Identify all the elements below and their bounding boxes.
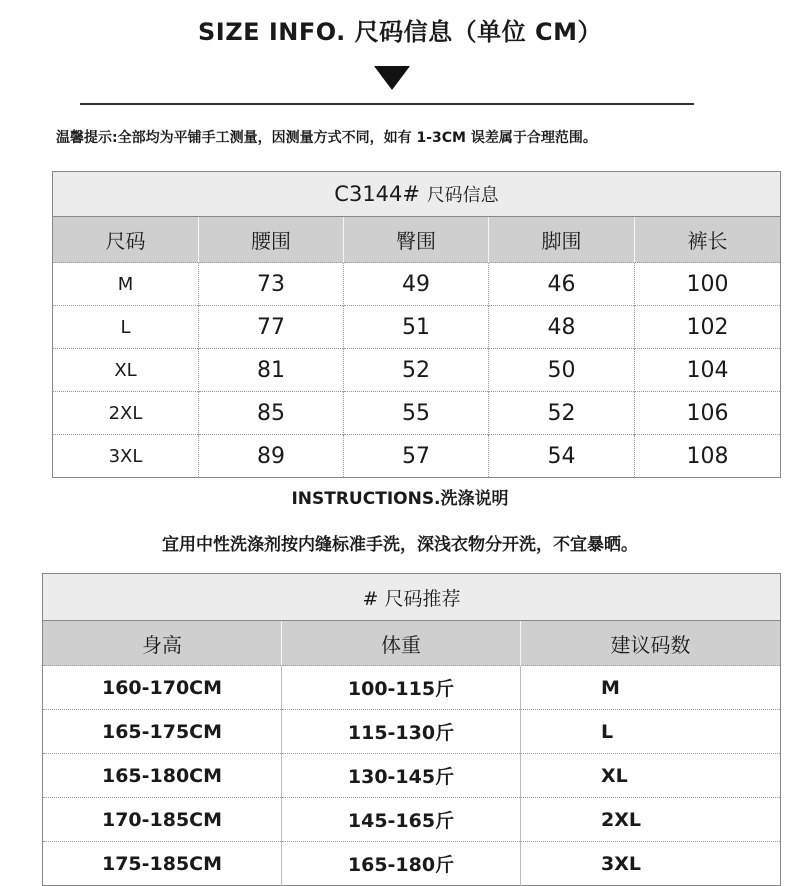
instructions-title: INSTRUCTIONS.洗涤说明	[291, 489, 509, 509]
table-row	[53, 435, 781, 478]
size-cell: L	[53, 306, 199, 349]
size-table-caption	[53, 172, 781, 217]
height-cell: 175-185CM	[43, 842, 282, 886]
height-cell: 170-185CM	[43, 798, 282, 842]
length-cell: 104	[635, 349, 781, 392]
waist-cell: 81	[199, 349, 344, 392]
recommended-size-cell: L	[521, 710, 781, 754]
hem-cell: 50	[489, 349, 635, 392]
recommendation-caption: # 尺码推荐	[43, 574, 781, 621]
length-cell: 100	[635, 263, 781, 306]
waist-cell: 89	[199, 435, 344, 478]
recommendation-header-row	[43, 621, 781, 666]
table-row	[53, 306, 781, 349]
table-row	[53, 349, 781, 392]
hip-cell: 55	[344, 392, 489, 435]
recommended-size-cell: 2XL	[521, 798, 781, 842]
table-row	[43, 842, 781, 886]
length-cell: 106	[635, 392, 781, 435]
product-code: C3144#	[334, 182, 420, 206]
hip-cell: 57	[344, 435, 489, 478]
column-header: 尺码	[53, 217, 199, 263]
length-cell: 102	[635, 306, 781, 349]
table-row	[43, 710, 781, 754]
hem-cell: 48	[489, 306, 635, 349]
size-table	[52, 171, 781, 478]
down-arrow-icon	[374, 66, 410, 90]
height-cell: 165-175CM	[43, 710, 282, 754]
recommended-size-cell: 3XL	[521, 842, 781, 886]
table-row	[43, 666, 781, 710]
waist-cell: 73	[199, 263, 344, 306]
table-row	[53, 392, 781, 435]
table-row	[53, 263, 781, 306]
hem-cell: 54	[489, 435, 635, 478]
size-table-header-row	[53, 217, 781, 263]
weight-cell: 130-145斤	[282, 754, 521, 798]
hip-cell: 51	[344, 306, 489, 349]
weight-cell: 100-115斤	[282, 666, 521, 710]
weight-cell: 115-130斤	[282, 710, 521, 754]
column-header: 臀围	[344, 217, 489, 263]
height-cell: 165-180CM	[43, 754, 282, 798]
hip-cell: 52	[344, 349, 489, 392]
size-cell: 3XL	[53, 435, 199, 478]
page-title: SIZE INFO. 尺码信息（单位 CM）	[198, 18, 602, 46]
waist-cell: 85	[199, 392, 344, 435]
column-header: 脚围	[489, 217, 635, 263]
height-cell: 160-170CM	[43, 666, 282, 710]
column-header: 腰围	[199, 217, 344, 263]
washing-instructions: 宜用中性洗涤剂按内缝标准手洗，深浅衣物分开洗，不宜暴晒。	[162, 535, 638, 555]
column-header: 建议码数	[521, 621, 781, 666]
weight-cell: 165-180斤	[282, 842, 521, 886]
column-header: 体重	[282, 621, 521, 666]
hip-cell: 49	[344, 263, 489, 306]
recommended-size-cell: XL	[521, 754, 781, 798]
size-recommendation-table	[42, 573, 781, 886]
table-row	[43, 754, 781, 798]
divider	[80, 103, 694, 105]
column-header: 身高	[43, 621, 282, 666]
table-row	[43, 798, 781, 842]
column-header: 裤长	[635, 217, 781, 263]
hem-cell: 52	[489, 392, 635, 435]
weight-cell: 145-165斤	[282, 798, 521, 842]
size-cell: M	[53, 263, 199, 306]
recommended-size-cell: M	[521, 666, 781, 710]
length-cell: 108	[635, 435, 781, 478]
size-cell: 2XL	[53, 392, 199, 435]
size-table-caption-suffix: 尺码信息	[426, 185, 499, 206]
waist-cell: 77	[199, 306, 344, 349]
size-cell: XL	[53, 349, 199, 392]
hem-cell: 46	[489, 263, 635, 306]
measurement-notice: 温馨提示:全部均为平铺手工测量，因测量方式不同，如有 1-3CM 误差属于合理范围。	[56, 130, 597, 146]
